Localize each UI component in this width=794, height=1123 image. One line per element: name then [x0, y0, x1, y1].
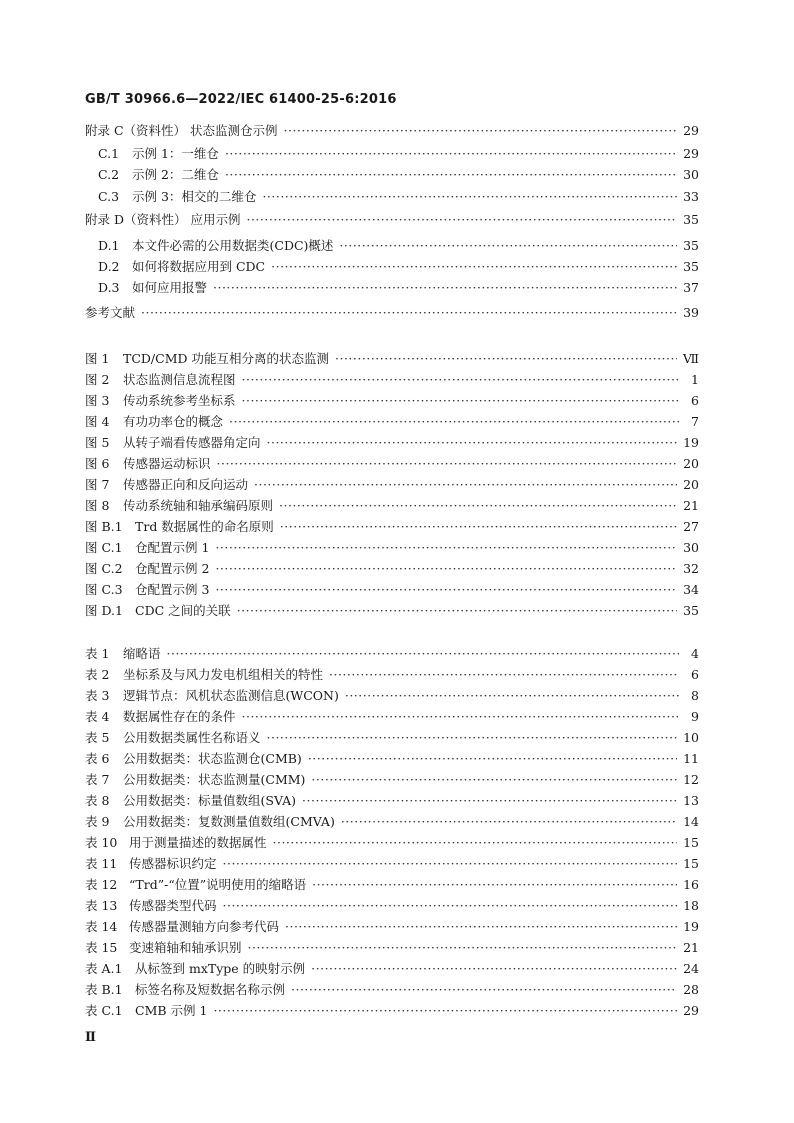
toc-entry-number: 图 C.3 — [85, 582, 123, 597]
toc-entry-page: 29 — [683, 122, 699, 138]
toc-entry-number: 表 7 — [85, 772, 110, 787]
toc-entry-page: 6 — [691, 666, 699, 682]
toc-leader-dots — [280, 519, 677, 534]
toc-entry[interactable] — [98, 186, 699, 206]
toc-leader-dots — [223, 898, 678, 913]
toc-entry[interactable] — [85, 832, 699, 852]
toc-leader-dots — [279, 498, 677, 513]
toc-entry-number: 表 C.1 — [85, 1003, 123, 1018]
toc-entry-number: 图 C.1 — [85, 540, 123, 555]
toc-entry-title: “Trd”-“位置”说明使用的缩略语 — [129, 877, 307, 892]
toc-entry-title: 示例 2：二维仓 — [132, 167, 219, 182]
toc-entry-page: 15 — [683, 834, 699, 850]
toc-entry-title: 如何将数据应用到 CDC — [132, 259, 266, 274]
toc-entry-number: 表 8 — [85, 793, 110, 808]
toc-entry-number: D.1 — [98, 237, 120, 253]
toc-entry-number: 表 9 — [85, 814, 110, 829]
toc-leader-dots — [329, 667, 679, 682]
toc-leader-dots — [311, 961, 677, 976]
toc-entry-page: 15 — [683, 855, 699, 871]
toc-entry-title: 传感器量测轴方向参考代码 — [129, 919, 280, 934]
toc-entry-title: 公用数据类属性名称语义 — [123, 730, 261, 745]
toc-entry-page: 37 — [683, 279, 699, 295]
toc-leader-dots — [229, 414, 679, 429]
toc-entry[interactable] — [85, 685, 699, 705]
toc-entry[interactable] — [85, 209, 699, 229]
toc-leader-dots — [341, 814, 677, 829]
toc-leader-dots — [312, 877, 677, 892]
toc-entry[interactable] — [85, 706, 699, 726]
toc-entry[interactable] — [85, 853, 699, 873]
toc-entry-page: 35 — [683, 258, 699, 274]
toc-entry-title: 传感器标识约定 — [129, 856, 217, 871]
toc-entry-number: 表 3 — [85, 688, 110, 703]
toc-entry-title: 数据属性存在的条件 — [123, 709, 236, 724]
toc-entry[interactable] — [85, 120, 699, 140]
toc-entry-page: 32 — [683, 560, 699, 576]
toc-entry-number: 图 3 — [85, 393, 110, 408]
toc-entry-title: 传动系统轴和轴承编码原则 — [123, 498, 274, 513]
toc-entry-page: 19 — [683, 918, 699, 934]
toc-entry[interactable] — [85, 495, 699, 515]
toc-leader-dots — [291, 982, 677, 997]
toc-entry-number: 表 12 — [85, 877, 118, 892]
toc-entry-page: 29 — [683, 145, 699, 161]
toc-entry-number: 图 5 — [85, 435, 110, 450]
toc-entry-page: 35 — [683, 602, 699, 618]
toc-leader-dots — [302, 793, 677, 808]
toc-entry-page: 18 — [683, 897, 699, 913]
toc-entry[interactable] — [85, 643, 699, 663]
toc-leader-dots — [141, 305, 677, 320]
toc-entry[interactable] — [85, 516, 699, 536]
toc-leader-dots — [311, 772, 677, 787]
toc-entry[interactable] — [85, 411, 699, 431]
toc-entry-page: 29 — [683, 1002, 699, 1018]
toc-entry-page: 16 — [683, 876, 699, 892]
toc-entry-title: 附录 C（资料性） 状态监测仓示例 — [85, 123, 278, 138]
toc-entry-title: 公用数据类：标量值数组(SVA) — [123, 793, 297, 808]
toc-entry-title: 标签名称及短数据名称示例 — [135, 982, 286, 997]
toc-entry-title: 变速箱轴和轴承识别 — [129, 940, 242, 955]
toc-entry-title: 缩略语 — [123, 646, 161, 661]
toc-entry-page: 20 — [683, 455, 699, 471]
toc-entry-title: 参考文献 — [85, 305, 136, 320]
toc-entry[interactable] — [85, 453, 699, 473]
toc-entry-page: 24 — [683, 960, 699, 976]
toc-entry[interactable] — [85, 937, 699, 957]
toc-entry-number: 图 B.1 — [85, 519, 123, 534]
toc-entry-number: C.3 — [98, 188, 120, 204]
toc-entry-page: Ⅶ — [682, 350, 699, 366]
toc-entry-page: 34 — [683, 581, 699, 597]
toc-entry-page: 28 — [683, 981, 699, 997]
toc-entry-title: 坐标系及与风力发电机组相关的特性 — [123, 667, 324, 682]
toc-entry-page: 11 — [683, 750, 699, 766]
toc-entry[interactable] — [85, 432, 699, 452]
toc-leader-dots — [284, 123, 678, 138]
toc-entry-number: 表 2 — [85, 667, 110, 682]
toc-entry-title: 公用数据类：状态监测量(CMM) — [123, 772, 306, 787]
toc-leader-dots — [308, 751, 677, 766]
toc-leader-dots — [215, 561, 677, 576]
toc-entry[interactable] — [85, 958, 699, 978]
toc-entry-title: TCD/CMD 功能互相分离的状态监测 — [123, 351, 329, 366]
toc-entry-number: C.2 — [98, 166, 120, 182]
toc-entry-page: 20 — [683, 476, 699, 492]
toc-entry-title: 附录 D（资料性） 应用示例 — [85, 212, 241, 227]
toc-leader-dots — [213, 280, 677, 295]
toc-leader-dots — [248, 940, 678, 955]
toc-leader-dots — [339, 238, 677, 253]
toc-entry-page: 19 — [683, 434, 699, 450]
toc-entry-number: 表 B.1 — [85, 982, 123, 997]
toc-entry-title: 传感器正向和反向运动 — [123, 477, 249, 492]
toc-entry[interactable] — [85, 558, 699, 578]
toc-entry[interactable] — [85, 748, 699, 768]
toc-entry-number: 表 11 — [85, 856, 118, 871]
toc-entry-title: 示例 3：相交的二维仓 — [132, 189, 257, 204]
toc-entry-page: 39 — [683, 304, 699, 320]
toc-entry-title: Trd 数据属性的命名原则 — [135, 519, 274, 534]
toc-entry[interactable] — [85, 727, 699, 747]
toc-entry-page: 9 — [691, 708, 699, 724]
toc-entry-title: 有功功率仓的概念 — [123, 414, 224, 429]
toc-leader-dots — [225, 167, 677, 182]
toc-entry-title: 仓配置示例 2 — [135, 561, 210, 576]
toc-entry[interactable] — [85, 811, 699, 831]
toc-entry-number: 图 D.1 — [85, 603, 123, 618]
toc-leader-dots — [242, 709, 679, 724]
toc-entry-page: 10 — [683, 729, 699, 745]
toc-leader-dots — [345, 688, 679, 703]
toc-entry[interactable] — [98, 235, 699, 255]
toc-leader-dots — [254, 477, 677, 492]
toc-entry-title: 从标签到 mxType 的映射示例 — [135, 961, 306, 976]
toc-leader-dots — [215, 582, 677, 597]
toc-entry[interactable] — [85, 537, 699, 557]
toc-entry-page: 21 — [683, 939, 699, 955]
toc-entry-title: 用于测量描述的数据属性 — [129, 835, 267, 850]
toc-entry-page: 13 — [683, 792, 699, 808]
toc-entry-title: 逻辑节点：风机状态监测信息(WCON) — [123, 688, 339, 703]
toc-entry-page: 4 — [691, 645, 699, 661]
toc-entry-title: 公用数据类：复数测量值数组(CMVA) — [123, 814, 335, 829]
toc-leader-dots — [267, 435, 678, 450]
toc-entry-page: 14 — [683, 813, 699, 829]
toc-entry-page: 30 — [683, 539, 699, 555]
toc-entry[interactable] — [85, 600, 699, 620]
toc-entry-title: 传动系统参考坐标系 — [123, 393, 236, 408]
toc-entry-page: 21 — [683, 497, 699, 513]
toc-entry-title: 公用数据类：状态监测仓(CMB) — [123, 751, 302, 766]
toc-leader-dots — [215, 540, 677, 555]
toc-entry-page: 6 — [691, 392, 699, 408]
toc-entry[interactable] — [98, 277, 699, 297]
toc-entry[interactable] — [85, 664, 699, 684]
toc-entry-title: 传感器运动标识 — [123, 456, 211, 471]
toc-entry-number: 表 A.1 — [85, 961, 123, 976]
toc-entry-title: 仓配置示例 3 — [135, 582, 210, 597]
toc-entry[interactable] — [85, 474, 699, 494]
toc-entry-page: 8 — [691, 687, 699, 703]
toc-leader-dots — [285, 919, 677, 934]
toc-entry[interactable] — [98, 143, 699, 163]
toc-entry-number: 表 14 — [85, 919, 118, 934]
toc-leader-dots — [213, 1003, 677, 1018]
toc-entry[interactable] — [85, 916, 699, 936]
toc-entry[interactable] — [85, 302, 699, 322]
toc-entry-number: 图 7 — [85, 477, 110, 492]
toc-entry-title: 本文件必需的公用数据类(CDC)概述 — [132, 238, 334, 253]
toc-entry-title: 仓配置示例 1 — [135, 540, 210, 555]
toc-entry-page: 12 — [683, 771, 699, 787]
toc-entry-number: 表 5 — [85, 730, 110, 745]
toc-entry-number: D.2 — [98, 258, 120, 274]
toc-entry[interactable] — [98, 256, 699, 276]
toc-entry[interactable] — [85, 790, 699, 810]
toc-entry-number: 图 2 — [85, 372, 110, 387]
toc-entry-number: 表 1 — [85, 646, 110, 661]
toc-entry[interactable] — [98, 164, 699, 184]
toc-leader-dots — [262, 189, 677, 204]
toc-entry-number: 图 6 — [85, 456, 110, 471]
toc-leader-dots — [167, 646, 679, 661]
toc-leader-dots — [335, 351, 677, 366]
toc-entry[interactable] — [85, 895, 699, 915]
toc-leader-dots — [225, 146, 677, 161]
toc-entry-page: 7 — [691, 413, 699, 429]
toc-entry-title: 如何应用报警 — [132, 280, 208, 295]
toc-entry-number: 表 6 — [85, 751, 110, 766]
toc-leader-dots — [246, 212, 677, 227]
toc-entry-page: 33 — [683, 188, 699, 204]
toc-entry[interactable] — [85, 369, 699, 389]
toc-leader-dots — [242, 372, 679, 387]
page-number: Ⅱ — [85, 1030, 96, 1045]
toc-entry-number: 表 4 — [85, 709, 110, 724]
toc-entry-page: 1 — [691, 371, 699, 387]
toc-entry-page: 35 — [683, 211, 699, 227]
toc-entry-number: 图 4 — [85, 414, 110, 429]
toc-entry-number: D.3 — [98, 279, 120, 295]
toc-leader-dots — [273, 835, 678, 850]
toc-entry[interactable] — [85, 769, 699, 789]
toc-entry-number: 表 13 — [85, 898, 118, 913]
toc-leader-dots — [271, 259, 677, 274]
toc-leader-dots — [267, 730, 678, 745]
document-header: GB/T 30966.6—2022/IEC 61400-25-6:2016 — [85, 92, 397, 107]
toc-entry-number: 图 1 — [85, 351, 110, 366]
toc-entry-title: CMB 示例 1 — [135, 1003, 208, 1018]
toc-entry-page: 35 — [683, 237, 699, 253]
toc-entry[interactable] — [85, 874, 699, 894]
toc-entry-number: 图 C.2 — [85, 561, 123, 576]
toc-leader-dots — [217, 456, 678, 471]
toc-entry[interactable] — [85, 1000, 699, 1020]
toc-entry-page: 30 — [683, 166, 699, 182]
toc-entry-number: 表 10 — [85, 835, 118, 850]
toc-entry-number: C.1 — [98, 145, 120, 161]
toc-entry-number: 图 8 — [85, 498, 110, 513]
toc-entry-title: 从转子端看传感器角定向 — [123, 435, 261, 450]
toc-entry-title: 示例 1：一维仓 — [132, 146, 219, 161]
toc-leader-dots — [242, 393, 679, 408]
toc-entry-page: 27 — [683, 518, 699, 534]
toc-entry[interactable] — [85, 348, 699, 368]
toc-leader-dots — [237, 603, 677, 618]
toc-entry[interactable] — [85, 979, 699, 999]
toc-entry-title: 状态监测信息流程图 — [123, 372, 236, 387]
toc-entry-title: 传感器类型代码 — [129, 898, 217, 913]
toc-entry-title: CDC 之间的关联 — [135, 603, 231, 618]
toc-leader-dots — [223, 856, 678, 871]
toc-entry[interactable] — [85, 390, 699, 410]
toc-entry-number: 表 15 — [85, 940, 118, 955]
toc-entry[interactable] — [85, 579, 699, 599]
